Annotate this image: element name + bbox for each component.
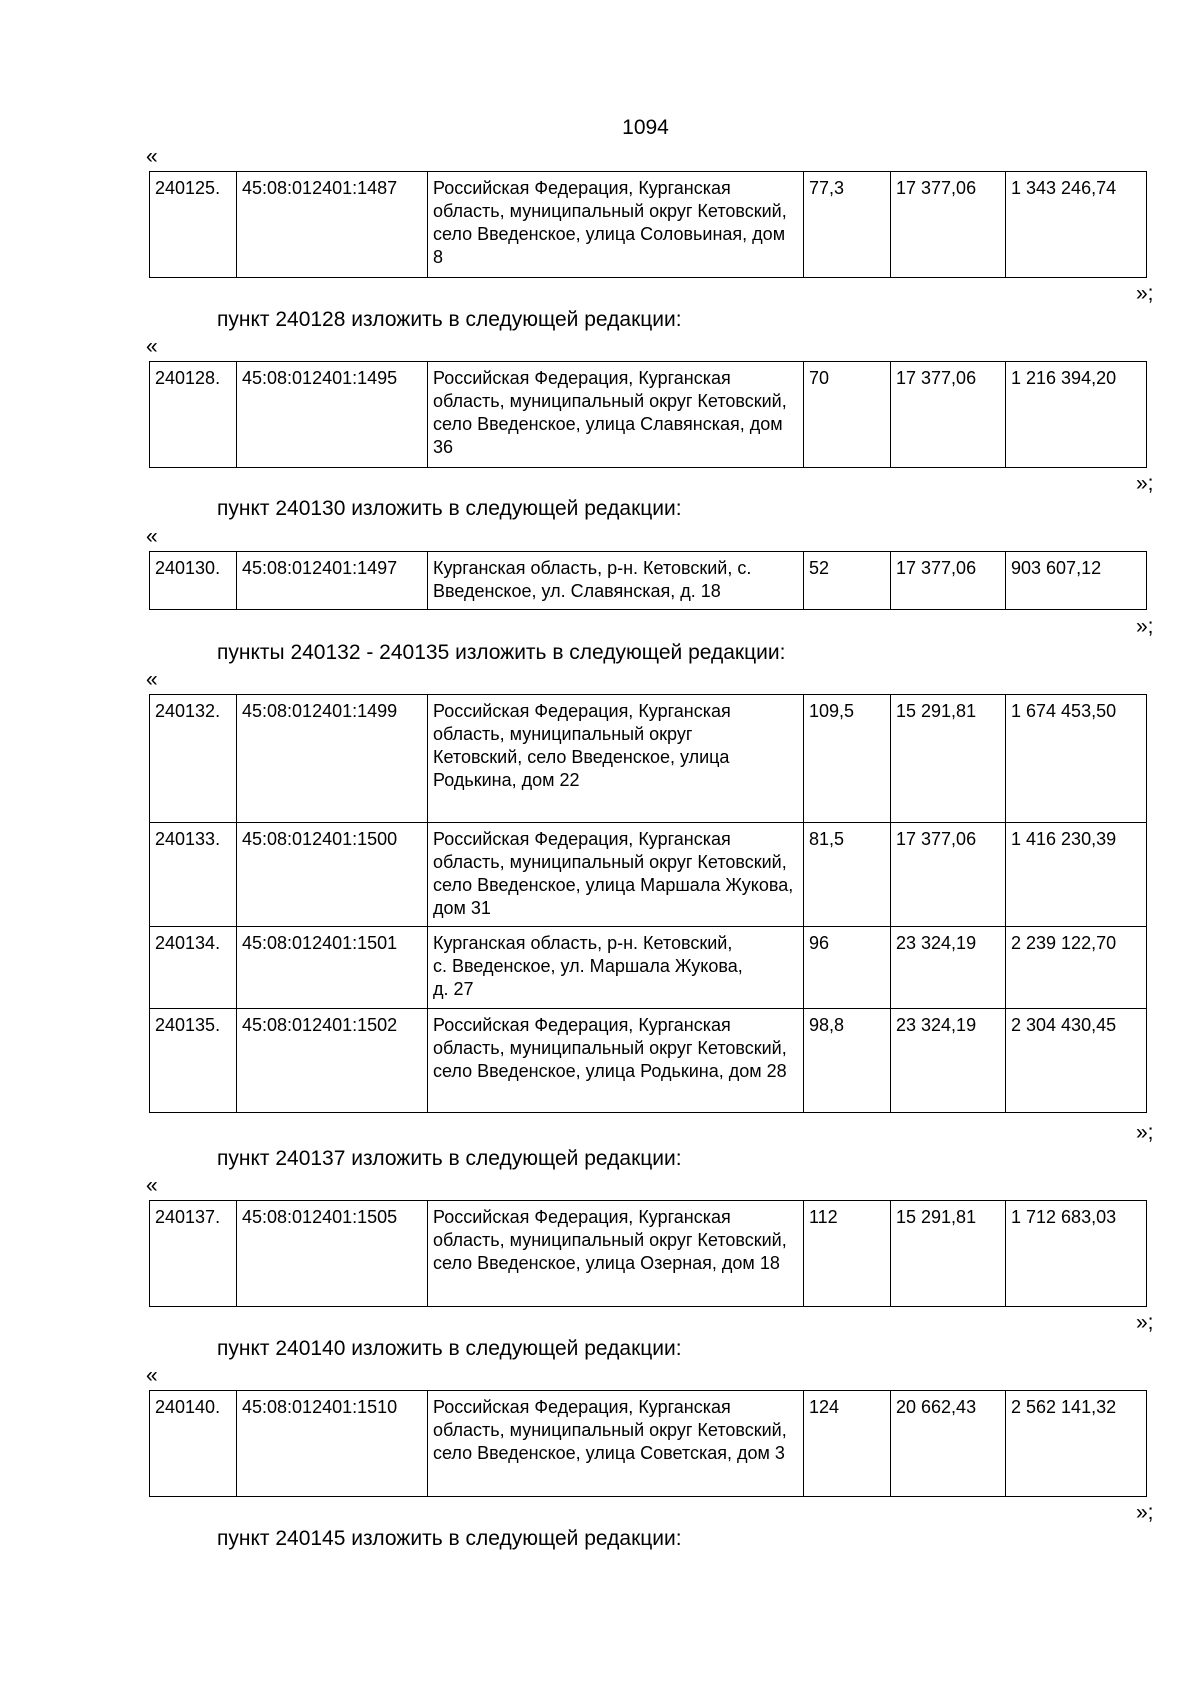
cadastral-value: 1 712 683,03 (1006, 1201, 1147, 1307)
close-quote: »; (1136, 472, 1154, 495)
cadastral-number: 45:08:012401:1510 (237, 1391, 428, 1497)
open-quote: « (146, 525, 158, 548)
address: Российская Федерация, Курганская область, муниципальный округ Кетовский, село Введенское, улица Озерная, дом 18 (428, 1201, 804, 1307)
cadastral-value: 2 562 141,32 (1006, 1391, 1147, 1497)
address: Курганская область, р-н. Кетовский, с. Введенское, ул. Маршала Жукова, д. 27 (428, 927, 804, 1009)
specific-value: 17 377,06 (891, 552, 1006, 610)
area: 109,5 (804, 695, 891, 823)
open-quote: « (146, 335, 158, 358)
register-table (149, 171, 1147, 278)
register-table (149, 361, 1147, 468)
item-number: 240135. (150, 1009, 237, 1113)
specific-value: 17 377,06 (891, 172, 1006, 278)
open-quote: « (146, 1174, 158, 1197)
register-table (149, 694, 1147, 1113)
instruction-text: пункт 240145 изложить в следующей редакции: (217, 1527, 682, 1550)
cadastral-value: 1 674 453,50 (1006, 695, 1147, 823)
open-quote: « (146, 668, 158, 691)
instruction-text: пункт 240128 изложить в следующей редакции: (217, 308, 682, 331)
table-row (150, 927, 1147, 1009)
area: 52 (804, 552, 891, 610)
table-row (150, 552, 1147, 610)
cadastral-value: 903 607,12 (1006, 552, 1147, 610)
table-row (150, 1009, 1147, 1113)
specific-value: 15 291,81 (891, 695, 1006, 823)
area: 70 (804, 362, 891, 468)
register-table (149, 1390, 1147, 1497)
open-quote: « (146, 145, 158, 168)
area: 112 (804, 1201, 891, 1307)
area: 96 (804, 927, 891, 1009)
cadastral-value: 1 216 394,20 (1006, 362, 1147, 468)
cadastral-value: 1 343 246,74 (1006, 172, 1147, 278)
cadastral-number: 45:08:012401:1501 (237, 927, 428, 1009)
instruction-text: пункты 240132 - 240135 изложить в следующей редакции: (217, 641, 786, 664)
table-row (150, 695, 1147, 823)
table-row (150, 1201, 1147, 1307)
table-row (150, 362, 1147, 468)
close-quote: »; (1136, 1121, 1154, 1144)
cadastral-number: 45:08:012401:1495 (237, 362, 428, 468)
area: 81,5 (804, 823, 891, 927)
instruction-text: пункт 240137 изложить в следующей редакции: (217, 1147, 682, 1170)
register-table (149, 551, 1147, 610)
table-row (150, 172, 1147, 278)
item-number: 240134. (150, 927, 237, 1009)
address: Российская Федерация, Курганская область, муниципальный округ Кетовский, село Введенское, улица Соловьиная, дом 8 (428, 172, 804, 278)
page-number: 1094 (622, 116, 669, 139)
cadastral-number: 45:08:012401:1499 (237, 695, 428, 823)
address: Российская Федерация, Курганская область, муниципальный округ Кетовский, село Введенское, улица Славянская, дом 36 (428, 362, 804, 468)
close-quote: »; (1136, 615, 1154, 638)
specific-value: 17 377,06 (891, 362, 1006, 468)
cadastral-number: 45:08:012401:1497 (237, 552, 428, 610)
address: Курганская область, р-н. Кетовский, с. Введенское, ул. Славянская, д. 18 (428, 552, 804, 610)
address: Российская Федерация, Курганская область, муниципальный округ Кетовский, село Введенское, улица Маршала Жукова, дом 31 (428, 823, 804, 927)
close-quote: »; (1136, 1311, 1154, 1334)
cadastral-number: 45:08:012401:1505 (237, 1201, 428, 1307)
cadastral-number: 45:08:012401:1500 (237, 823, 428, 927)
open-quote: « (146, 1364, 158, 1387)
item-number: 240125. (150, 172, 237, 278)
instruction-text: пункт 240140 изложить в следующей редакции: (217, 1337, 682, 1360)
item-number: 240133. (150, 823, 237, 927)
close-quote: »; (1136, 282, 1154, 305)
cadastral-value: 1 416 230,39 (1006, 823, 1147, 927)
item-number: 240140. (150, 1391, 237, 1497)
area: 77,3 (804, 172, 891, 278)
item-number: 240132. (150, 695, 237, 823)
cadastral-number: 45:08:012401:1502 (237, 1009, 428, 1113)
address: Российская Федерация, Курганская область, муниципальный округ Кетовский, село Введенское, улица Советская, дом 3 (428, 1391, 804, 1497)
specific-value: 23 324,19 (891, 1009, 1006, 1113)
cadastral-number: 45:08:012401:1487 (237, 172, 428, 278)
close-quote: »; (1136, 1501, 1154, 1524)
instruction-text: пункт 240130 изложить в следующей редакции: (217, 497, 682, 520)
specific-value: 15 291,81 (891, 1201, 1006, 1307)
specific-value: 17 377,06 (891, 823, 1006, 927)
area: 98,8 (804, 1009, 891, 1113)
specific-value: 20 662,43 (891, 1391, 1006, 1497)
cadastral-value: 2 239 122,70 (1006, 927, 1147, 1009)
address: Российская Федерация, Курганская область, муниципальный округ Кетовский, село Введенское, улица Родькина, дом 28 (428, 1009, 804, 1113)
specific-value: 23 324,19 (891, 927, 1006, 1009)
table-row (150, 823, 1147, 927)
item-number: 240137. (150, 1201, 237, 1307)
table-row (150, 1391, 1147, 1497)
item-number: 240130. (150, 552, 237, 610)
address: Российская Федерация, Курганская область, муниципальный округ Кетовский, село Введенское, улица Родькина, дом 22 (428, 695, 804, 823)
cadastral-value: 2 304 430,45 (1006, 1009, 1147, 1113)
area: 124 (804, 1391, 891, 1497)
item-number: 240128. (150, 362, 237, 468)
register-table (149, 1200, 1147, 1307)
